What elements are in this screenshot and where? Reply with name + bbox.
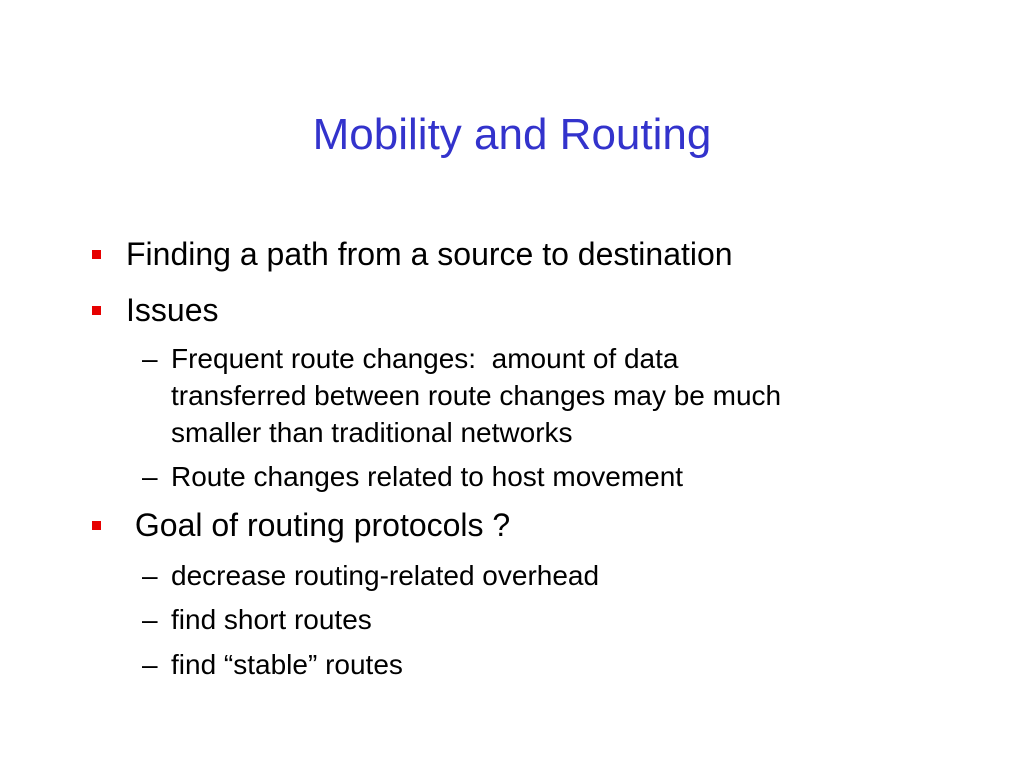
sub-bullet-2-1-line-3: smaller than traditional networks [171,417,573,448]
sub-bullet-2-1-line-1: Frequent route changes: amount of data [171,343,679,374]
sub-bullet-dash: – [142,604,158,635]
bullet-3-text: Goal of routing protocols ? [126,507,511,543]
sub-bullet-2-1-line-2: transferred between route changes may be much [171,380,782,411]
bullet-2-text: Issues [126,292,219,328]
sub-bullet-dash: – [142,343,158,374]
slide-title: Mobility and Routing [312,110,712,159]
sub-bullet-dash: – [142,560,158,591]
bullet-marker [92,306,101,315]
sub-bullet-dash: – [142,649,158,680]
sub-bullet-3-1: decrease routing-related overhead [171,560,600,591]
bullet-marker [92,521,101,530]
sub-bullet-3-3: find “stable” routes [171,649,403,680]
sub-bullet-3-2: find short routes [171,604,372,635]
bullet-1-text: Finding a path from a source to destination [126,236,733,272]
sub-bullet-2-2: Route changes related to host movement [171,461,684,492]
sub-bullet-dash: – [142,461,158,492]
bullet-marker [92,250,101,259]
